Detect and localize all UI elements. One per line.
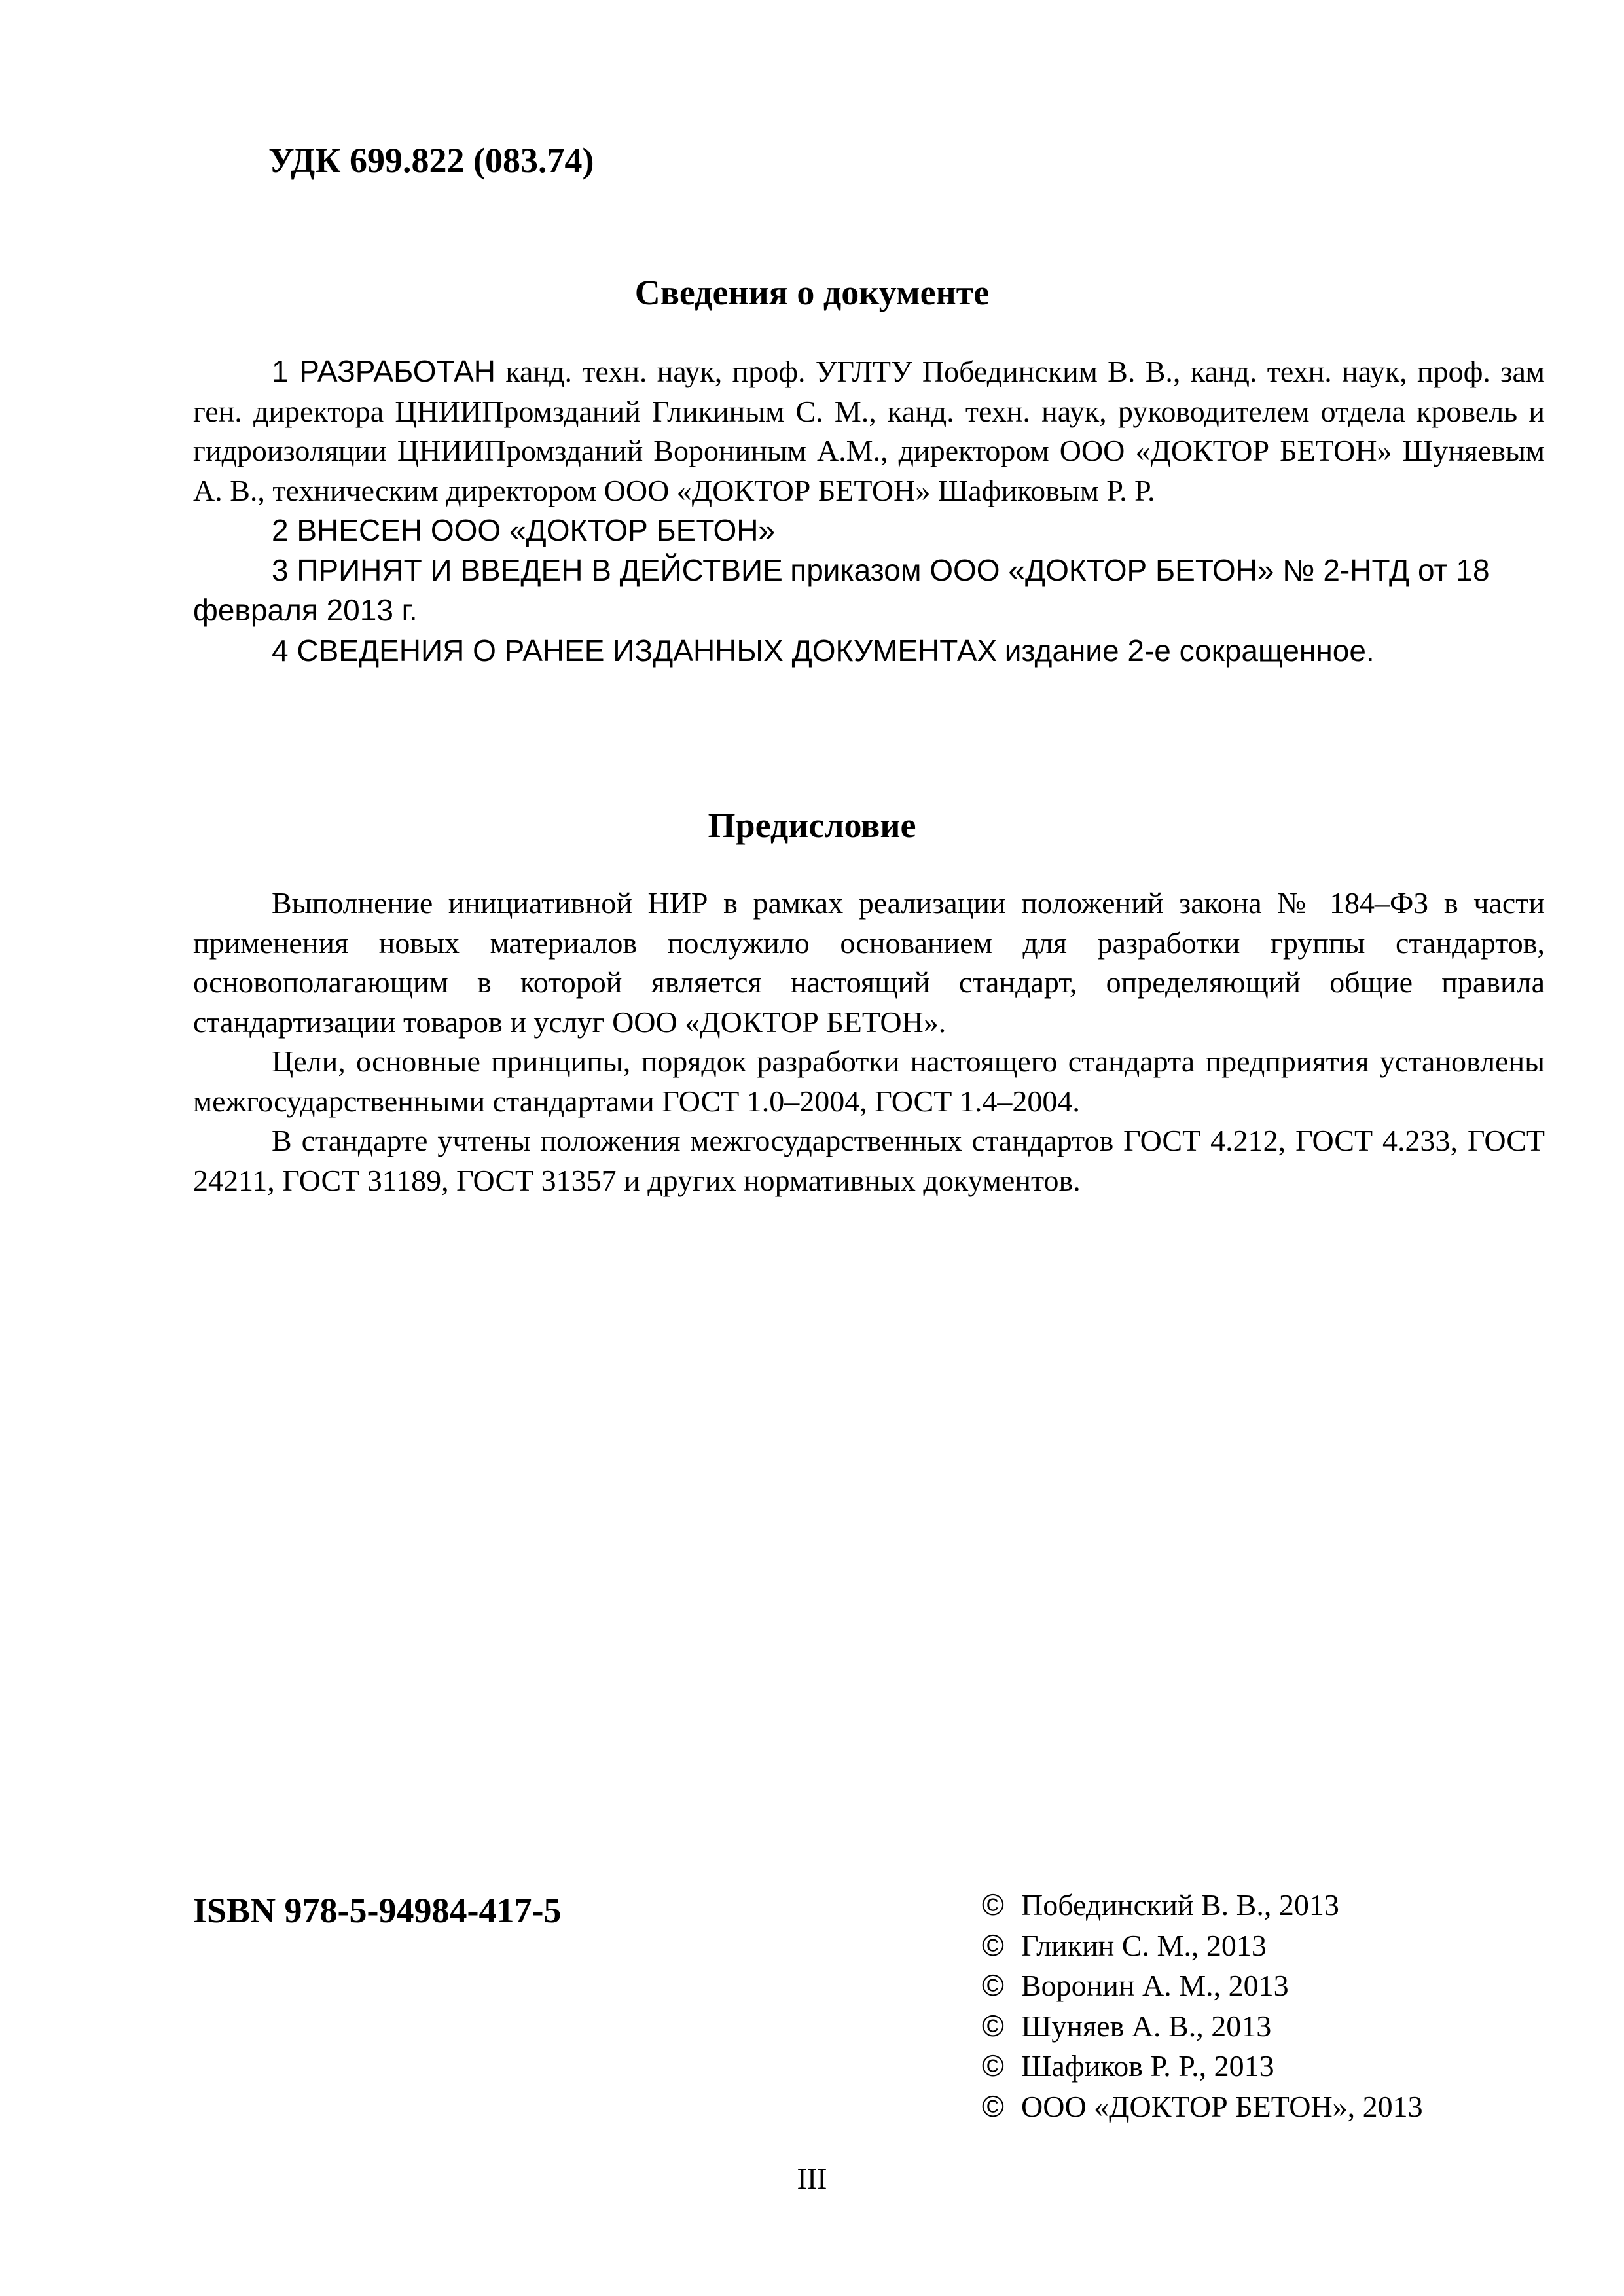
copyright-item xyxy=(982,2006,1423,2047)
preface-heading: Предисловие xyxy=(708,806,916,845)
info-item-4 xyxy=(193,631,1545,672)
preface-section xyxy=(193,884,1545,1200)
document-info-section xyxy=(193,351,1545,671)
copyright-holder: Шафиков Р. Р., 2013 xyxy=(1021,2049,1274,2083)
copyright-item xyxy=(982,2046,1423,2087)
copyright-item xyxy=(982,1926,1423,1966)
info-item-3-label: 3 ПРИНЯТ И ВВЕДЕН В ДЕЙСТВИЕ xyxy=(272,552,783,587)
document-info-heading: Сведения о документе xyxy=(634,273,990,312)
copyright-holder: Воронин А. М., 2013 xyxy=(1021,1969,1289,2002)
copyright-item xyxy=(982,1885,1423,1926)
copyright-icon: © xyxy=(982,1968,1004,2002)
isbn: ISBN 978-5-94984-417-5 xyxy=(193,1891,562,1930)
info-item-4-text: издание 2-е сокращенное. xyxy=(1004,633,1375,668)
copyright-item xyxy=(982,1965,1423,2006)
copyright-holder: ООО «ДОКТОР БЕТОН», 2013 xyxy=(1021,2089,1423,2123)
preface-paragraph-1: Выполнение инициативной НИР в рамках реализации положений закона № 184–ФЗ в части применения новых материалов послужило основанием для разработки группы стандартов, основополагающим в которой является настоящий стандарт, определяющий общие правила стандартизации товаров и услуг ООО «ДОКТОР БЕТОН». xyxy=(193,886,1545,1039)
copyright-holder: Побединский В. В., 2013 xyxy=(1021,1888,1339,1922)
copyright-icon: © xyxy=(982,1888,1004,1922)
copyright-icon: © xyxy=(982,1928,1004,1962)
copyright-icon: © xyxy=(982,2089,1004,2123)
info-item-3-text: приказом ООО «ДОКТОР БЕТОН» № 2-НТД от 18 февраля 2013 г. xyxy=(193,552,1490,627)
copyright-item xyxy=(982,2087,1423,2127)
page-number: III xyxy=(797,2162,827,2195)
info-item-2: 2 ВНЕСЕН ООО «ДОКТОР БЕТОН» xyxy=(272,513,776,547)
preface-paragraph-3: В стандарте учтены положения межгосударственных стандартов ГОСТ 4.212, ГОСТ 4.233, ГОСТ 24211, ГОСТ 31189, ГОСТ 31357 и других нормативных документов. xyxy=(193,1124,1545,1197)
copyright-icon: © xyxy=(982,2049,1004,2083)
info-item-1-label: 1 РАЗРАБОТАН xyxy=(272,354,496,388)
copyright-holder: Гликин С. М., 2013 xyxy=(1021,1928,1267,1962)
info-item-3 xyxy=(193,550,1545,631)
copyright-list xyxy=(982,1885,1423,2126)
info-item-1 xyxy=(193,351,1545,511)
preface-paragraph-2: Цели, основные принципы, порядок разработки настоящего стандарта предприятия установлены межгосударственными стандартами ГОСТ 1.0–2004, ГОСТ 1.4–2004. xyxy=(193,1045,1545,1118)
info-item-1-text: канд. техн. наук, проф. УГЛТУ Побединским В. В., канд. техн. наук, проф. зам ген. директора ЦНИИПромзданий Гликиным С. М., канд. техн. наук, руководителем отдела кровель и гидроизоляции ЦНИИПромзданий Ворониным А.М., директором ООО «ДОКТОР БЕТОН» Шуняевым А. В., техническим директором ООО «ДОКТОР БЕТОН» Шафиковым Р. Р. xyxy=(193,355,1545,507)
copyright-holder: Шуняев А. В., 2013 xyxy=(1021,2009,1272,2043)
udk-code: УДК 699.822 (083.74) xyxy=(268,141,594,180)
copyright-icon: © xyxy=(982,2008,1004,2043)
info-item-4-label: 4 СВЕДЕНИЯ О РАНЕЕ ИЗДАННЫХ ДОКУМЕНТАХ xyxy=(272,633,998,668)
